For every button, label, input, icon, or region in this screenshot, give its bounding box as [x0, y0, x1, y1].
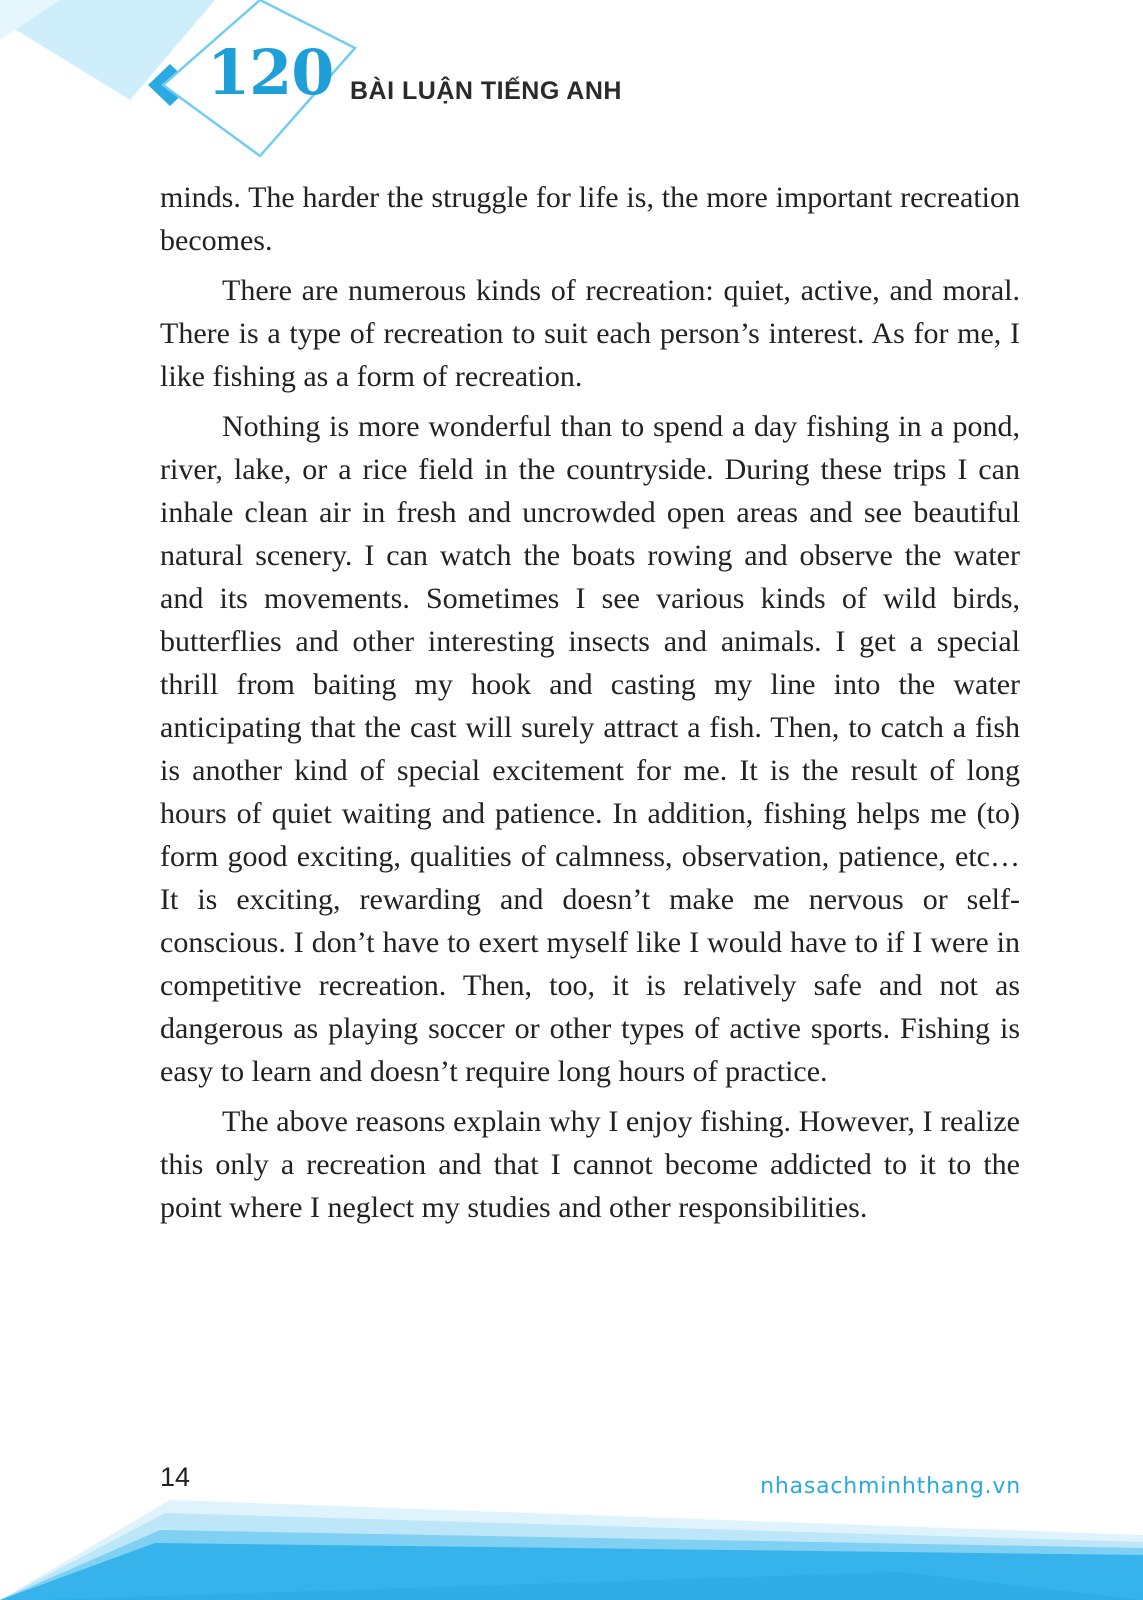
- page-number: 14: [160, 1462, 191, 1492]
- website-link[interactable]: nhasachminhthang.vn: [760, 1474, 1021, 1499]
- book-number: 120: [207, 36, 334, 109]
- paragraph-2: There are numerous kinds of recreation: quiet, active, and moral. There is a type of recreation to suit each person’s interest. As for me, I like fishing as a form of recreation.: [160, 274, 1020, 393]
- essay-body: [160, 176, 1020, 1236]
- paragraph-4: The above reasons explain why I enjoy fishing. However, I realize this only a recreation and that I cannot become addicted to it to the point where I neglect my studies and other responsibilities.: [160, 1105, 1020, 1224]
- footer-decoration: [0, 1480, 1143, 1600]
- paragraph-3: Nothing is more wonderful than to spend a day fishing in a pond, river, lake, or a rice field in the countryside. During these trips I can inhale clean air in fresh and uncrowded open areas and see beautiful natural scenery. I can watch the boats rowing and observe the water and its movements. Sometimes I see various kinds of wild birds, butterflies and other interesting insects and animals. I get a special thrill from baiting my hook and casting my line into the water anticipating that the cast will surely attract a fish. Then, to catch a fish is another kind of special excitement for me. It is the result of long hours of quiet waiting and patience. In addition, fishing helps me (to) form good exciting, qualities of calmness, observation, patience, etc… It is exciting, rewarding and doesn’t make me nervous or self-conscious. I don’t have to exert myself like I would have to if I were in competitive recreation. Then, too, it is relatively safe and not as dangerous as playing soccer or other types of active sports. Fishing is easy to learn and doesn’t require long hours of practice.: [160, 410, 1020, 1088]
- book-title: BÀI LUẬN TIẾNG ANH: [350, 77, 622, 105]
- paragraph-1: minds. The harder the struggle for life is, the more important recreation becomes.: [160, 181, 1020, 257]
